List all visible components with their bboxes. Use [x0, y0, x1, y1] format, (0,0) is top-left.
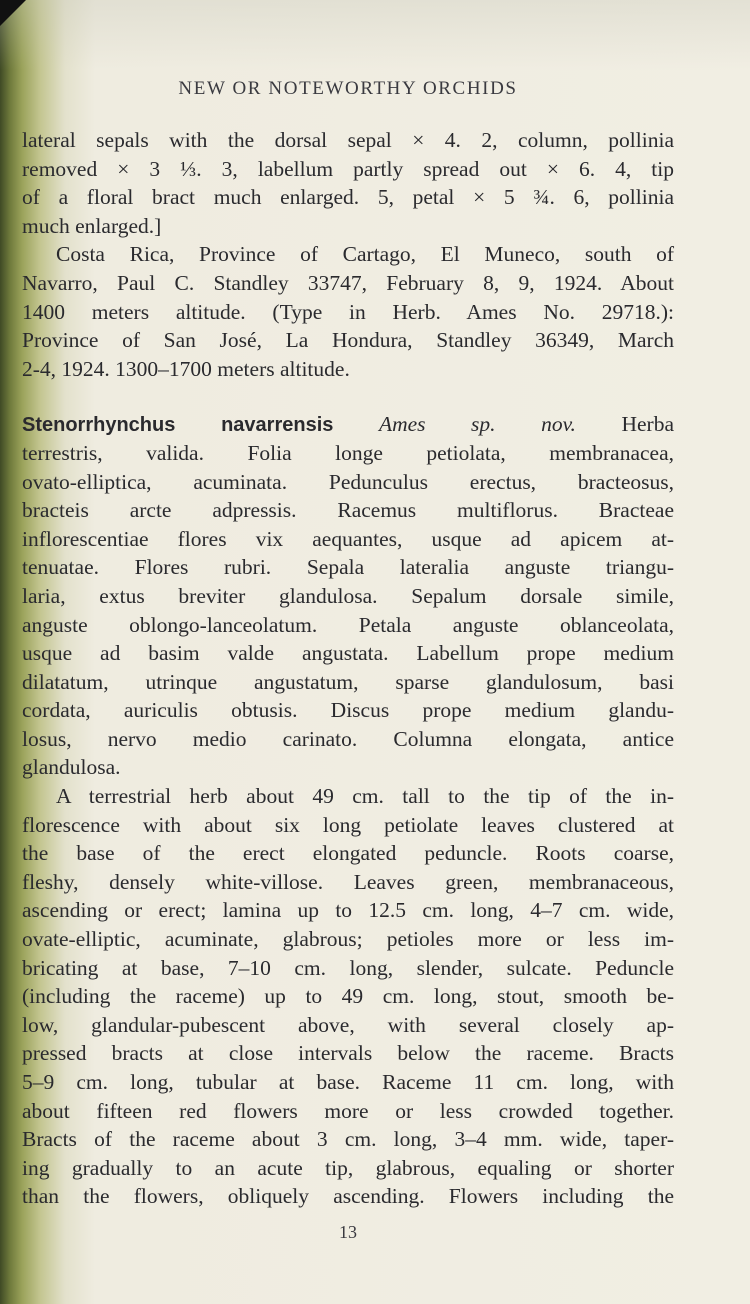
text-line: pressed bracts at close intervals below the raceme. Bracts — [22, 1041, 674, 1066]
text-line: bracteis arcte adpressis. Racemus multiflorus. Bracteae — [22, 498, 674, 523]
text-line: 2-4, 1924. 1300–1700 meters altitude. — [22, 356, 350, 381]
running-head: NEW OR NOTEWORTHY ORCHIDS — [178, 78, 518, 99]
text-line: (including the raceme) up to 49 cm. long, stout, smooth be- — [22, 984, 674, 1009]
text-line: Costa Rica, Province of Cartago, El Muneco, south of — [56, 242, 674, 267]
text-line: cordata, auriculis obtusis. Discus prope medium glandu- — [22, 698, 674, 723]
text-line: the base of the erect elongated peduncle. Roots coarse, — [22, 841, 674, 866]
paragraph-species-description — [22, 439, 674, 1211]
species-title: Stenorrhynchus navarrensis — [22, 414, 334, 437]
text-line: removed × 3 ⅓. 3, labellum partly spread out × 6. 4, tip — [22, 156, 674, 181]
text-line: Navarro, Paul C. Standley 33747, February 8, 9, 1924. About — [22, 270, 674, 295]
text-line: florescence with about six long petiolate leaves clustered at — [22, 812, 674, 837]
text-line: losus, nervo medio carinato. Columna elongata, antice — [22, 726, 674, 751]
text-line: fleshy, densely white-villose. Leaves green, membranaceous, — [22, 869, 674, 894]
text-line: A terrestrial herb about 49 cm. tall to the tip of the in- — [56, 784, 674, 809]
text-line: tenuatae. Flores rubri. Sepala lateralia anguste triangu- — [22, 555, 674, 580]
text-line: 1400 meters altitude. (Type in Herb. Ames No. 29718.): — [22, 299, 674, 324]
text-line: laria, extus breviter glandulosa. Sepalum dorsale simile, — [22, 583, 674, 608]
text-line: ovato-elliptica, acuminata. Pedunculus erectus, bracteosus, — [22, 469, 674, 494]
species-first-words: Herba — [621, 412, 674, 437]
text-line: about fifteen red flowers more or less crowded together. — [22, 1098, 674, 1123]
text-line: bricating at base, 7–10 cm. long, slender, sulcate. Peduncle — [22, 955, 674, 980]
text-line: dilatatum, utrinque angustatum, sparse glandulosum, basi — [22, 669, 674, 694]
text-line: ovate-elliptic, acuminate, glabrous; petioles more or less im- — [22, 927, 674, 952]
text-line: terrestris, valida. Folia longe petiolata, membranacea, — [22, 440, 674, 465]
text-line: glandulosa. — [22, 755, 121, 780]
text-line: of a floral bract much enlarged. 5, petal × 5 ¾. 6, pollinia — [22, 185, 674, 210]
species-heading-line — [22, 410, 674, 439]
text-line: usque ad basim valde angustata. Labellum prope medium — [22, 641, 674, 666]
text-line: Bracts of the raceme about 3 cm. long, 3–4 mm. wide, taper- — [22, 1127, 674, 1152]
text-line: much enlarged.] — [22, 213, 162, 238]
text-line: 5–9 cm. long, tubular at base. Raceme 11 cm. long, with — [22, 1070, 674, 1094]
text-line: low, glandular-pubescent above, with several closely ap- — [22, 1012, 674, 1037]
page-number: 13 — [339, 1222, 357, 1242]
book-page — [22, 0, 674, 1304]
text-line: than the flowers, obliquely ascending. Flowers including the — [22, 1184, 674, 1209]
text-line: anguste oblongo-lanceolatum. Petala anguste oblanceolata, — [22, 612, 674, 637]
paragraph-figure-caption-and-locality — [22, 126, 674, 383]
species-author: Ames sp. nov. — [378, 412, 576, 437]
text-line: lateral sepals with the dorsal sepal × 4. 2, column, pollinia — [22, 128, 674, 152]
text-line: Province of San José, La Hondura, Standley 36349, March — [22, 328, 674, 353]
text-line: ing gradually to an acute tip, glabrous, equaling or shorter — [22, 1155, 674, 1180]
text-line: ascending or erect; lamina up to 12.5 cm. long, 4–7 cm. wide, — [22, 898, 674, 923]
body-text — [22, 126, 674, 1211]
text-line: inflorescentiae flores vix aequantes, usque ad apicem at- — [22, 526, 674, 551]
paragraph-gap — [22, 383, 674, 410]
